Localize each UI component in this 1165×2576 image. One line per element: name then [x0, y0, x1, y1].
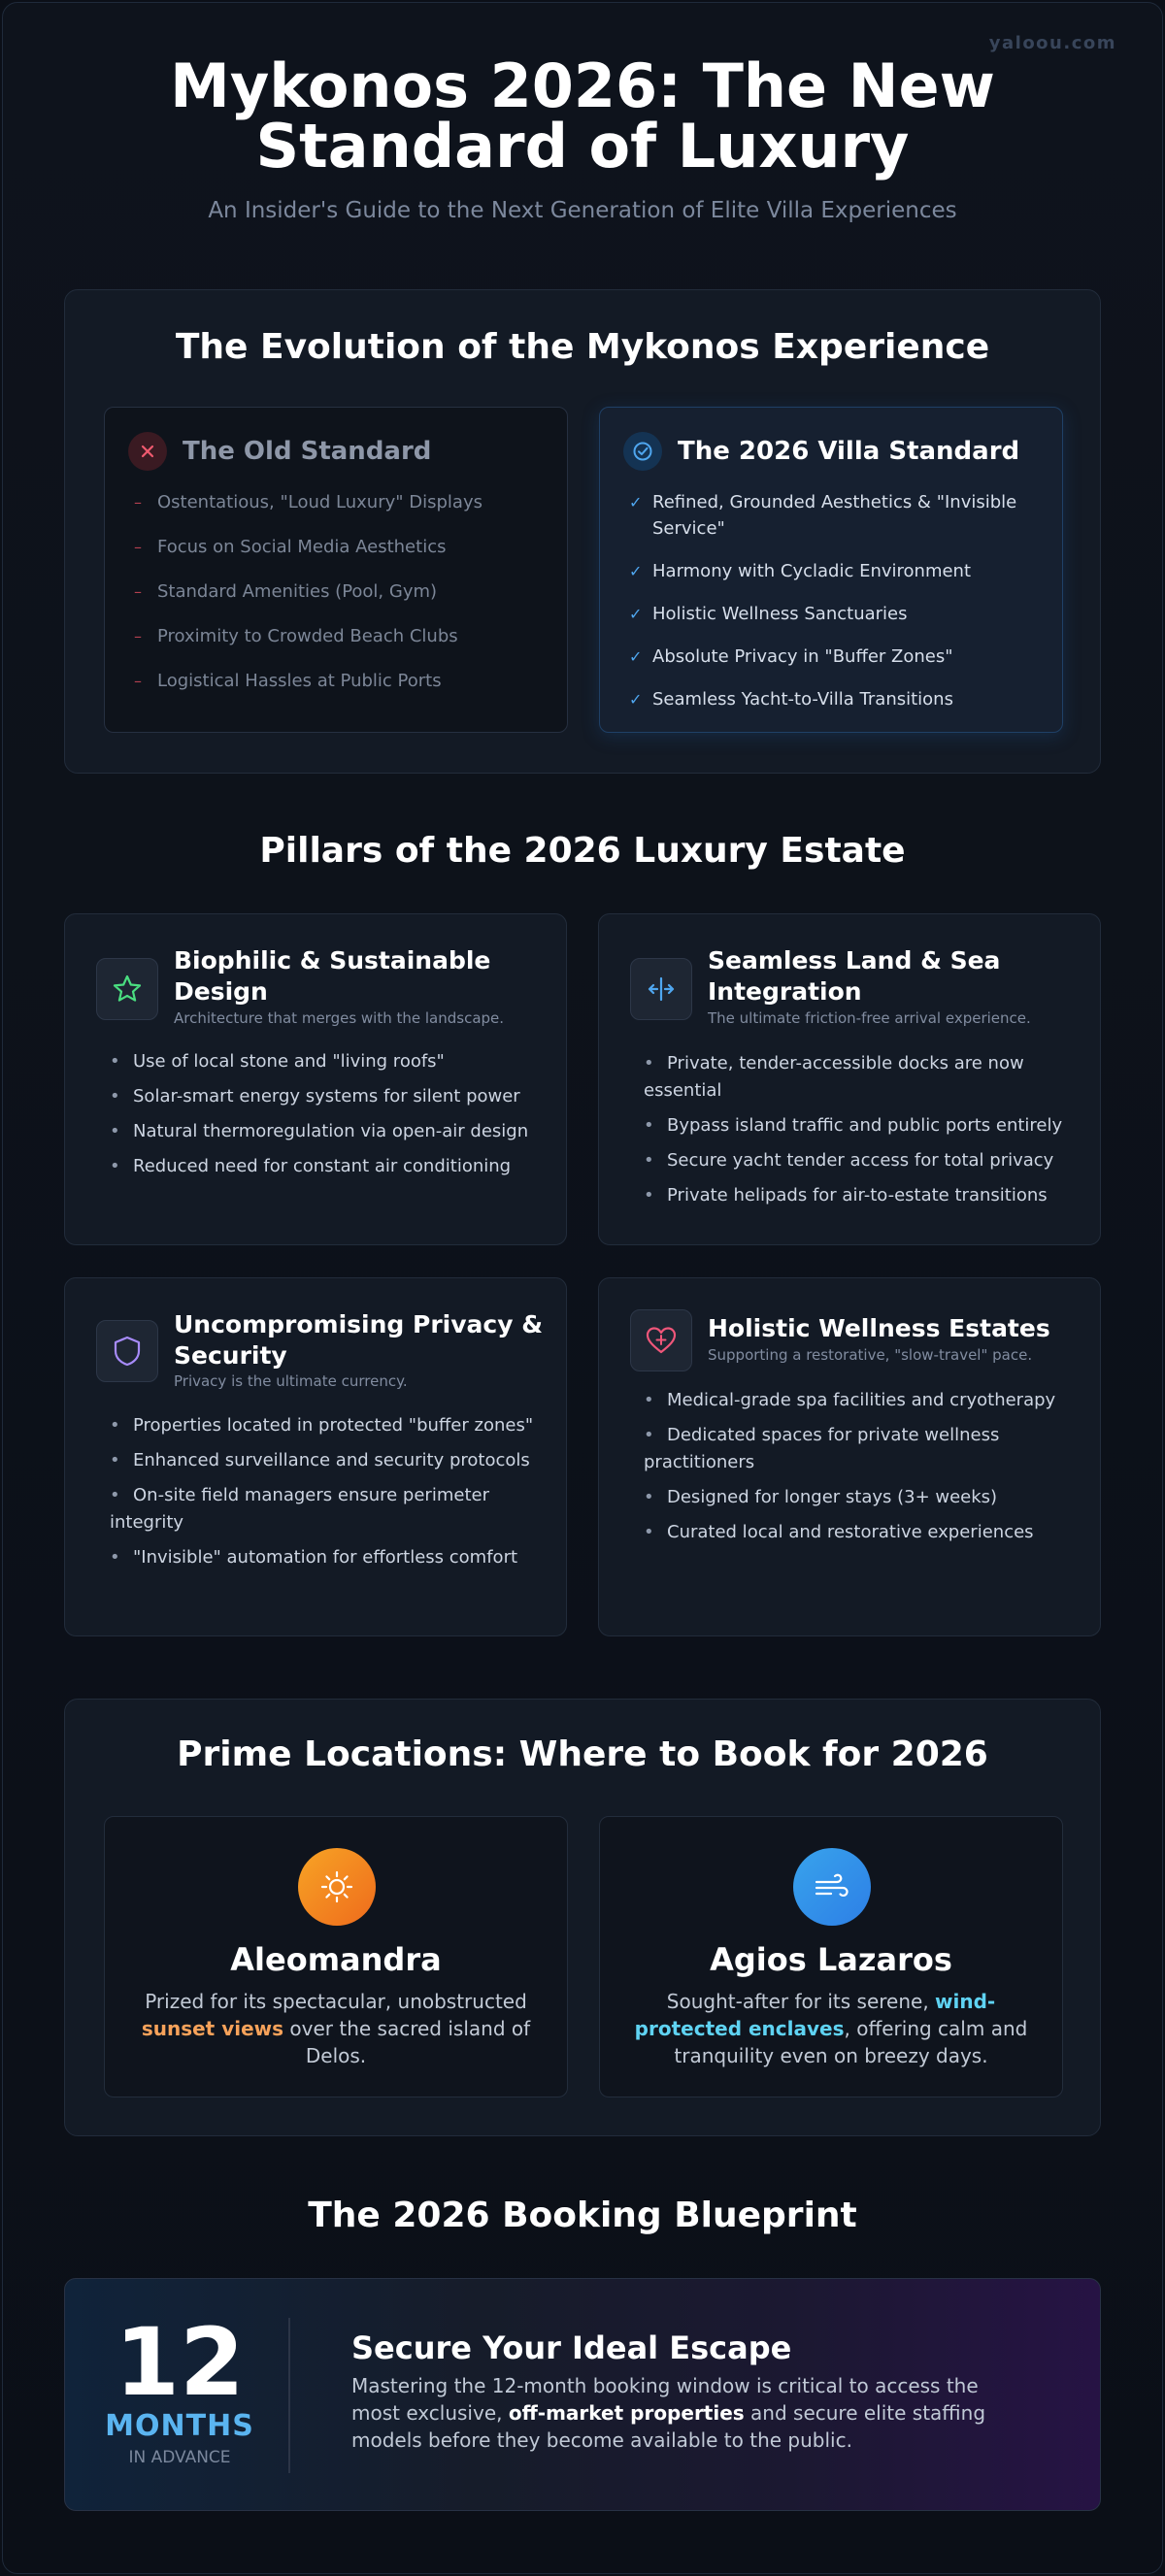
location-card-aleomandra	[104, 1816, 568, 2097]
booking-advance-label: IN ADVANCE	[128, 2448, 231, 2467]
old-standard-list	[134, 489, 544, 712]
wind-icon	[793, 1848, 871, 1926]
pillar-list	[644, 1050, 1071, 1217]
pillar-list	[110, 1048, 537, 1188]
check-icon: ✓	[629, 562, 643, 580]
check-icon: ✓	[629, 647, 643, 666]
pillar-subtitle: Supporting a restorative, "slow-travel" pace.	[708, 1346, 1033, 1364]
arrows-horizontal-icon	[630, 958, 692, 1020]
page-subtitle: An Insider's Guide to the Next Generation of Elite Villa Experiences	[208, 198, 957, 223]
evolution-title: The Evolution of the Mykonos Experience	[175, 327, 990, 367]
list-item: ✓ Harmony with Cycladic Environment	[629, 558, 1039, 584]
new-standard-list	[629, 489, 1039, 729]
list-item: • Secure yacht tender access for total privacy	[644, 1147, 1071, 1174]
heart-pulse-icon	[630, 1309, 692, 1371]
booking-text: Mastering the 12-month booking window is critical to access the most exclusive, off-market properties and secure elite staffing models before they become available to the public.	[351, 2374, 986, 2452]
sun-icon	[298, 1848, 376, 1926]
list-item: • Properties located in protected "buffer zones"	[110, 1412, 537, 1439]
booking-unit: MONTHS	[105, 2409, 254, 2443]
list-item: • Enhanced surveillance and security protocols	[110, 1447, 537, 1474]
pillar-title: Uncompromising Privacy & Security	[174, 1310, 544, 1370]
location-name: Agios Lazaros	[710, 1941, 952, 1978]
old-standard-header	[128, 431, 431, 472]
location-highlight: wind-protected enclaves	[634, 1990, 996, 2040]
check-icon: ✓	[629, 493, 643, 512]
location-card-agios-lazaros	[599, 1816, 1063, 2097]
list-item: – Standard Amenities (Pool, Gym)	[134, 578, 544, 605]
list-item: – Proximity to Crowded Beach Clubs	[134, 623, 544, 649]
booking-text-bold: off-market properties	[508, 2401, 745, 2425]
dash-marker: –	[134, 672, 142, 690]
location-description: Sought-after for its serene, wind-protected enclaves, offering calm and tranquility even on breezy days.	[634, 1990, 1028, 2067]
list-item: – Focus on Social Media Aesthetics	[134, 534, 544, 560]
page-title	[0, 50, 1165, 182]
pillar-card-land-sea	[598, 913, 1101, 1245]
page-title-line-1: Mykonos 2026: The New	[170, 50, 995, 121]
list-item: • Designed for longer stays (3+ weeks)	[644, 1484, 1071, 1511]
list-item: ✓ Absolute Privacy in "Buffer Zones"	[629, 644, 1039, 670]
list-item: • Bypass island traffic and public ports entirely	[644, 1112, 1071, 1139]
list-item: ✓ Holistic Wellness Sanctuaries	[629, 601, 1039, 627]
leaf-star-icon	[96, 958, 158, 1020]
list-item: ✓ Seamless Yacht-to-Villa Transitions	[629, 686, 1039, 712]
list-item: • Use of local stone and "living roofs"	[110, 1048, 537, 1075]
pillar-title: Holistic Wellness Estates	[708, 1314, 1050, 1342]
list-item: • Private helipads for air-to-estate transitions	[644, 1182, 1071, 1209]
evolution-panel	[64, 289, 1101, 774]
pillar-subtitle: Architecture that merges with the landscape.	[174, 1009, 505, 1027]
x-icon	[128, 432, 167, 471]
list-item: • Private, tender-accessible docks are now essential	[644, 1050, 1071, 1105]
shield-icon	[96, 1320, 158, 1382]
page-title-line-2: Standard of Luxury	[255, 111, 910, 182]
pillar-list	[110, 1412, 537, 1579]
pillar-subtitle: Privacy is the ultimate currency.	[174, 1372, 408, 1390]
list-item: • On-site field managers ensure perimeter integrity	[110, 1482, 537, 1536]
list-item: • "Invisible" automation for effortless comfort	[110, 1544, 537, 1571]
list-item: • Reduced need for constant air conditioning	[110, 1153, 537, 1180]
new-standard-header	[623, 431, 1019, 472]
list-item: – Ostentatious, "Loud Luxury" Displays	[134, 489, 544, 515]
location-highlight: sunset views	[141, 2017, 284, 2040]
pillar-card-biophilic	[64, 913, 567, 1245]
list-item: • Curated local and restorative experiences	[644, 1519, 1071, 1546]
check-icon: ✓	[629, 605, 643, 623]
new-standard-card	[599, 407, 1063, 733]
list-item: • Medical-grade spa facilities and cryotherapy	[644, 1387, 1071, 1414]
pillar-list	[644, 1387, 1071, 1554]
list-item: • Natural thermoregulation via open-air design	[110, 1118, 537, 1145]
list-item: ✓ Refined, Grounded Aesthetics & "Invisible Service"	[629, 489, 1039, 542]
location-description: Prized for its spectacular, unobstructed sunset views over the sacred island of Delos.	[141, 1990, 531, 2067]
booking-banner	[64, 2278, 1101, 2511]
dash-marker: –	[134, 538, 142, 556]
booking-number: 12	[115, 2308, 245, 2417]
old-standard-card	[104, 407, 568, 733]
new-standard-title: The 2026 Villa Standard	[678, 437, 1020, 466]
pillar-card-privacy	[64, 1277, 567, 1636]
locations-title: Prime Locations: Where to Book for 2026	[177, 1734, 988, 1774]
divider	[288, 2318, 290, 2473]
dash-marker: –	[134, 493, 142, 512]
check-badge-icon	[623, 432, 662, 471]
locations-panel	[64, 1699, 1101, 2136]
dash-marker: –	[134, 582, 142, 601]
list-item: – Logistical Hassles at Public Ports	[134, 668, 544, 694]
pillars-title: Pillars of the 2026 Luxury Estate	[259, 831, 906, 871]
dash-marker: –	[134, 627, 142, 645]
location-name: Aleomandra	[230, 1941, 442, 1978]
old-standard-title: The Old Standard	[183, 437, 432, 466]
check-icon: ✓	[629, 690, 643, 709]
pillar-title: Biophilic & Sustainable Design	[174, 946, 491, 1006]
pillar-card-wellness	[598, 1277, 1101, 1636]
list-item: • Dedicated spaces for private wellness practitioners	[644, 1422, 1071, 1476]
booking-section-title: The 2026 Booking Blueprint	[308, 2196, 857, 2235]
brand-watermark: yaloou.com	[988, 33, 1116, 53]
pillar-subtitle: The ultimate friction-free arrival experience.	[708, 1009, 1031, 1027]
pillar-title: Seamless Land & Sea Integration	[708, 946, 1001, 1006]
list-item: • Solar-smart energy systems for silent power	[110, 1083, 537, 1110]
booking-title: Secure Your Ideal Escape	[351, 2329, 792, 2366]
